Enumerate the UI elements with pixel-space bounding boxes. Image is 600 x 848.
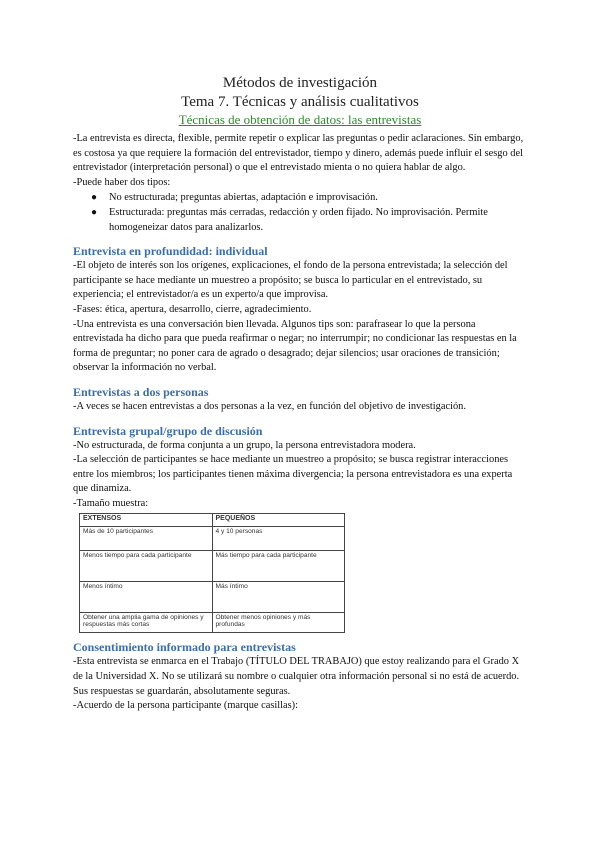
table-cell: 4 y 10 personas — [212, 527, 345, 551]
document-body — [73, 132, 525, 714]
dos-personas-paragraph: -A veces se hacen entrevistas a dos personas a la vez, en función del objetivo de investigación. — [73, 400, 466, 412]
list-item — [73, 206, 525, 235]
grupal-paragraph-2: -La selección de participantes se hace mediante un muestreo a propósito; se busca registrar interacciones entre los miembros; los participantes tienen máxima divergencia; la persona entrevistadora es una experta que dinamiza. — [73, 454, 513, 495]
table-cell: Obtener una amplia gama de opiniones y respuestas más cortas — [80, 613, 213, 633]
table-cell: Más tiempo para cada participante — [212, 551, 345, 582]
table-row — [80, 527, 345, 551]
heading-consentimiento: Consentimiento informado para entrevistas — [73, 640, 296, 655]
document-title: Métodos de investigación — [222, 75, 378, 91]
table-cell: Menos íntimo — [80, 582, 213, 613]
table-row — [80, 582, 345, 613]
list-item — [73, 191, 525, 206]
grupal-paragraph-3: -Tamaño muestra: — [73, 497, 149, 509]
consentimiento-paragraph-1: -Esta entrevista se enmarca en el Trabajo (TÍTULO DEL TRABAJO) que estoy realizando para el Grado X de la Universidad X. No se utilizará su nombre o cualquier otra información personal si no está de acuerdo. Sus respuestas se guardarán, absolutamente seguras. — [73, 656, 520, 697]
intro-paragraph: -La entrevista es directa, flexible, permite repetir o explicar las preguntas o pedir aclaraciones. Sin embargo, es costosa ya que requiere la formación del entrevistador, tiempo y dinero, además puede influir el sesgo del entrevistador (interpretación personal) o que el entrevistado mienta o no quiera hablar de algo. — [73, 133, 524, 174]
table-cell: Obtener menos opiniones y más profundas — [212, 613, 345, 633]
table-row — [80, 551, 345, 582]
table-row — [80, 613, 345, 633]
title-block — [0, 74, 600, 128]
table-cell: Más íntimo — [212, 582, 345, 613]
list-item-text: Estructurada: preguntas más cerradas, redacción y orden fijado. No improvisación. Permite homogeneizar datos para analizarlos. — [109, 206, 488, 233]
table-cell: Menos tiempo para cada participante — [80, 551, 213, 582]
intro-types-line: -Puede haber dos tipos: — [73, 176, 171, 188]
grupal-paragraph-1: -No estructurada, de forma conjunta a un grupo, la persona entrevistadora modera. — [73, 439, 416, 451]
section-title: Técnicas de obtención de datos: las entrevistas — [178, 112, 422, 127]
sample-size-table — [79, 513, 345, 633]
heading-profundidad: Entrevista en profundidad: individual — [73, 244, 268, 259]
list-item-text: No estructurada; preguntas abiertas, adaptación e improvisación. — [109, 192, 378, 204]
table-header-row — [80, 514, 345, 527]
heading-grupal: Entrevista grupal/grupo de discusión — [73, 423, 263, 438]
heading-dos-personas: Entrevistas a dos personas — [73, 384, 209, 399]
table-header-cell: PEQUEÑOS — [212, 514, 345, 527]
table-cell: Más de 10 participantes — [80, 527, 213, 551]
profundidad-paragraph-1: -El objeto de interés son los orígenes, explicaciones, el fondo de la persona entrevistada; la selección del participante se hace mediante un muestreo a propósito; se busca lo particular en el entrevistado, su experiencia; el entrevistador/a es un experto/a que improvisa. — [73, 260, 508, 301]
table-header-cell: EXTENSOS — [80, 514, 213, 527]
bullet-icon: ● — [91, 192, 98, 204]
bullet-icon: ● — [91, 206, 98, 218]
profundidad-paragraph-3: -Una entrevista es una conversación bien llevada. Algunos tips son: parafrasear lo que la persona entrevistada ha dicho para que pueda reafirmar o negar; no interrumpir; no condicionar las respuestas en la forma de preguntar; no poner cara de agrado o desagrado; dejar silencios; usar oraciones de transición; observar la información no verbal. — [73, 318, 517, 374]
types-list — [73, 191, 525, 235]
topic-title: Tema 7. Técnicas y análisis cualitativos — [181, 94, 419, 110]
profundidad-paragraph-2: -Fases: ética, apertura, desarrollo, cierre, agradecimiento. — [73, 303, 312, 315]
consentimiento-paragraph-2: -Acuerdo de la persona participante (marque casillas): — [73, 700, 299, 712]
